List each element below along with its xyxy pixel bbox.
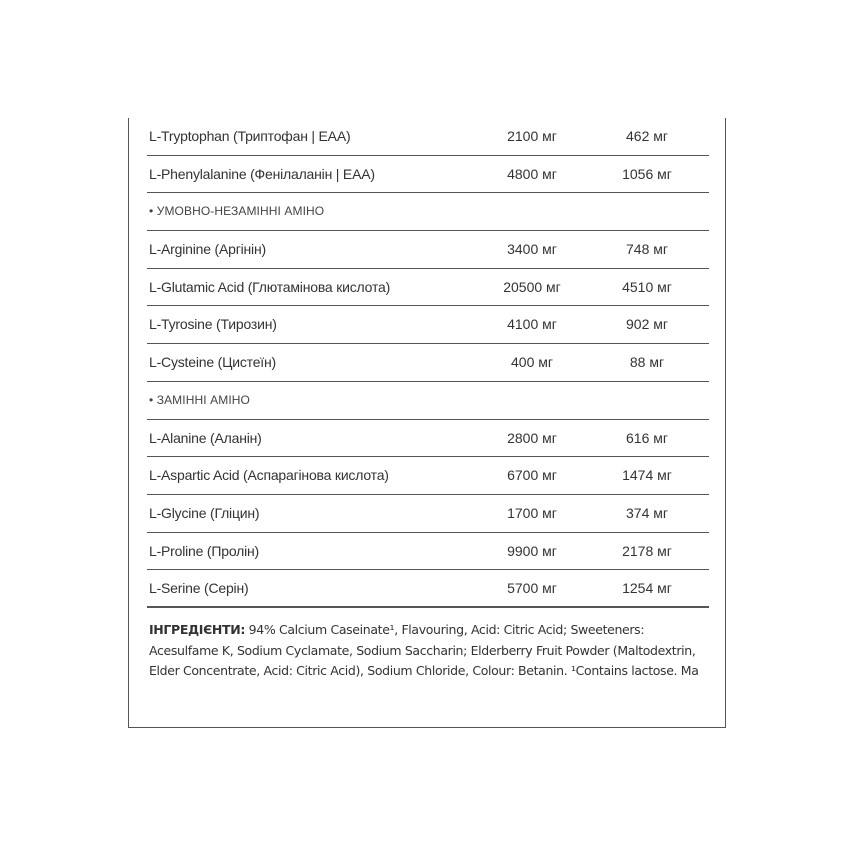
- amount-per-serving: 902 мг: [626, 316, 668, 333]
- ingredients-label: ІНГРЕДІЄНТИ:: [149, 622, 245, 637]
- amino-name: L-Serine (Серін): [149, 580, 249, 597]
- amount-per-100g: 400 мг: [511, 354, 553, 371]
- amino-name: L-Tyrosine (Тирозин): [149, 316, 277, 333]
- table-row: [147, 570, 709, 608]
- table-row: [147, 306, 709, 344]
- amino-name: L-Cysteine (Цистеїн): [149, 354, 276, 371]
- table-row: [147, 495, 709, 533]
- amount-per-serving: 1474 мг: [622, 467, 672, 484]
- ingredients-text: [149, 620, 709, 682]
- amount-per-100g: 6700 мг: [507, 467, 557, 484]
- amino-name: L-Glutamic Acid (Глютамінова кислота): [149, 278, 391, 295]
- section-header-row: [147, 382, 709, 420]
- table-row: [147, 533, 709, 571]
- amino-name: L-Glycine (Гліцин): [149, 504, 260, 521]
- amount-per-serving: 4510 мг: [622, 278, 672, 295]
- section-header-row: [147, 193, 709, 231]
- table-row: [147, 344, 709, 382]
- table-row: [147, 457, 709, 495]
- amount-per-serving: 1254 мг: [622, 580, 672, 597]
- amount-per-serving: 1056 мг: [622, 165, 672, 182]
- section-title: • ЗАМІННІ АМІНО: [149, 392, 250, 407]
- table-row: [147, 269, 709, 307]
- amino-name: L-Arginine (Аргінін): [149, 241, 266, 258]
- amino-name: L-Tryptophan (Триптофан | EAA): [149, 128, 351, 144]
- amino-name: L-Phenylalanine (Фенілаланін | EAA): [149, 165, 375, 182]
- amino-name: L-Aspartic Acid (Аспарагінова кислота): [149, 467, 389, 484]
- amount-per-serving: 374 мг: [626, 504, 668, 521]
- amount-per-100g: 4100 мг: [507, 316, 557, 333]
- amount-per-100g: 9900 мг: [507, 542, 557, 559]
- ingredients-body: 94% Calcium Caseinate¹, Flavouring, Acid: Citric Acid; Sweeteners: Acesulfame K, Sodium Cyclamate, Sodium Saccharin; Elderberry Fruit Powder (Maltodextrin, Elder Concentrate, Acid: Citric Acid), Sodium Chloride, Colour: Betanin. ¹Contains lactose. Ma: [149, 622, 699, 678]
- amount-per-serving: 616 мг: [626, 429, 668, 446]
- amount-per-100g: 4800 мг: [507, 165, 557, 182]
- amount-per-serving: 2178 мг: [622, 542, 672, 559]
- amount-per-100g: 20500 мг: [503, 278, 561, 295]
- amount-per-100g: 2800 мг: [507, 429, 557, 446]
- amount-per-100g: 5700 мг: [507, 580, 557, 597]
- amino-table: [147, 118, 709, 608]
- amino-name: L-Alanine (Аланін): [149, 429, 262, 446]
- table-row: [147, 231, 709, 269]
- amino-name: L-Proline (Пролін): [149, 542, 259, 559]
- amount-per-serving: 748 мг: [626, 241, 668, 258]
- table-row: [147, 118, 709, 156]
- table-row: [147, 156, 709, 194]
- amount-per-100g: 3400 мг: [507, 241, 557, 258]
- amount-per-100g: 1700 мг: [507, 504, 557, 521]
- amount-per-100g: 2100 мг: [507, 128, 557, 144]
- amount-per-serving: 88 мг: [629, 354, 665, 371]
- table-row: [147, 420, 709, 458]
- amount-per-serving: 462 мг: [626, 128, 668, 144]
- section-title: • УМОВНО-НЕЗАМІННІ АМІНО: [149, 204, 325, 219]
- nutrition-panel: [128, 118, 726, 728]
